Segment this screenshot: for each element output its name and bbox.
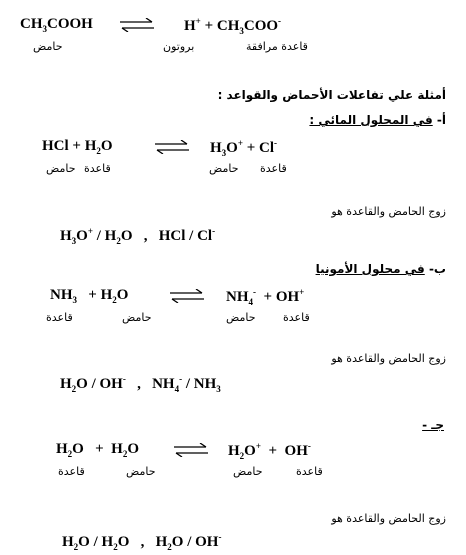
section-c-label-p-acid: حامض [233,465,263,478]
section-b-pairs: $H_2O / OH^-$ , $NH_4^- / NH_3$ [60,374,221,394]
section-a-pairs: $H_3O^+ / H_2O$ , HCl / Cl- [60,226,216,246]
section-c-title: جـ - [422,418,444,432]
eq1-label-acid: حامض [33,40,63,53]
equilibrium-arrow-icon [118,18,156,32]
eq1-label-conjugate-base: قاعدة مرافقة [246,40,308,53]
section-b-label-base: قاعدة [46,311,73,324]
section-a-label-p-base: قاعدة [260,162,287,175]
equilibrium-arrow-icon [168,289,206,303]
section-b-reactants: $NH_3$ + $H_2O$ [50,287,129,305]
equilibrium-arrow-icon [172,443,210,457]
section-a-pair-label: زوج الحامض والقاعدة هو [331,205,446,218]
section-b-label-p-acid: حامض [226,311,256,324]
eq1-label-proton: بروتون [163,40,195,53]
section-c-label-base: قاعدة [58,465,85,478]
section-b-label-p-base: قاعدة [283,311,310,324]
section-c-reactants: $H_2O$ + $H_2O$ [56,441,139,459]
section-b-pair-label: زوج الحامض والقاعدة هو [331,352,446,365]
eq1-reactant: $CH_3COOH$ [20,16,93,34]
section-a-label-p-acid: حامض [209,162,239,175]
equilibrium-arrow-icon [153,140,191,154]
section-a-label-acid: حامض [46,162,76,175]
section-b-products: $NH_4^- + OH^+$ [226,287,305,307]
section-b-title: ب- في محلول الأمونيا [315,262,446,276]
section-c-products: $H_2O^+ + OH^-$ [228,441,311,461]
section-a-products: $H_3O^+ + Cl^-$ [210,138,278,158]
eq1-products: $H^+ + CH_3COO^-$ [184,16,282,36]
section-b-label-acid: حامض [122,311,152,324]
section-c-label-acid: حامض [126,465,156,478]
section-c-pair-label: زوج الحامض والقاعدة هو [331,512,446,525]
section-heading: أمثلة علي تفاعلات الأحماض والقواعد : [217,88,446,102]
section-a-title: أ- في المحلول المائي : [309,113,446,127]
section-a-label-base: قاعدة [84,162,111,175]
section-c-pairs: $H_2O / H_2O$ , $H_2O / OH^-$ [62,532,222,552]
section-a-reactants: HCl + $H_2O$ [42,138,113,156]
section-c-label-p-base: قاعدة [296,465,323,478]
